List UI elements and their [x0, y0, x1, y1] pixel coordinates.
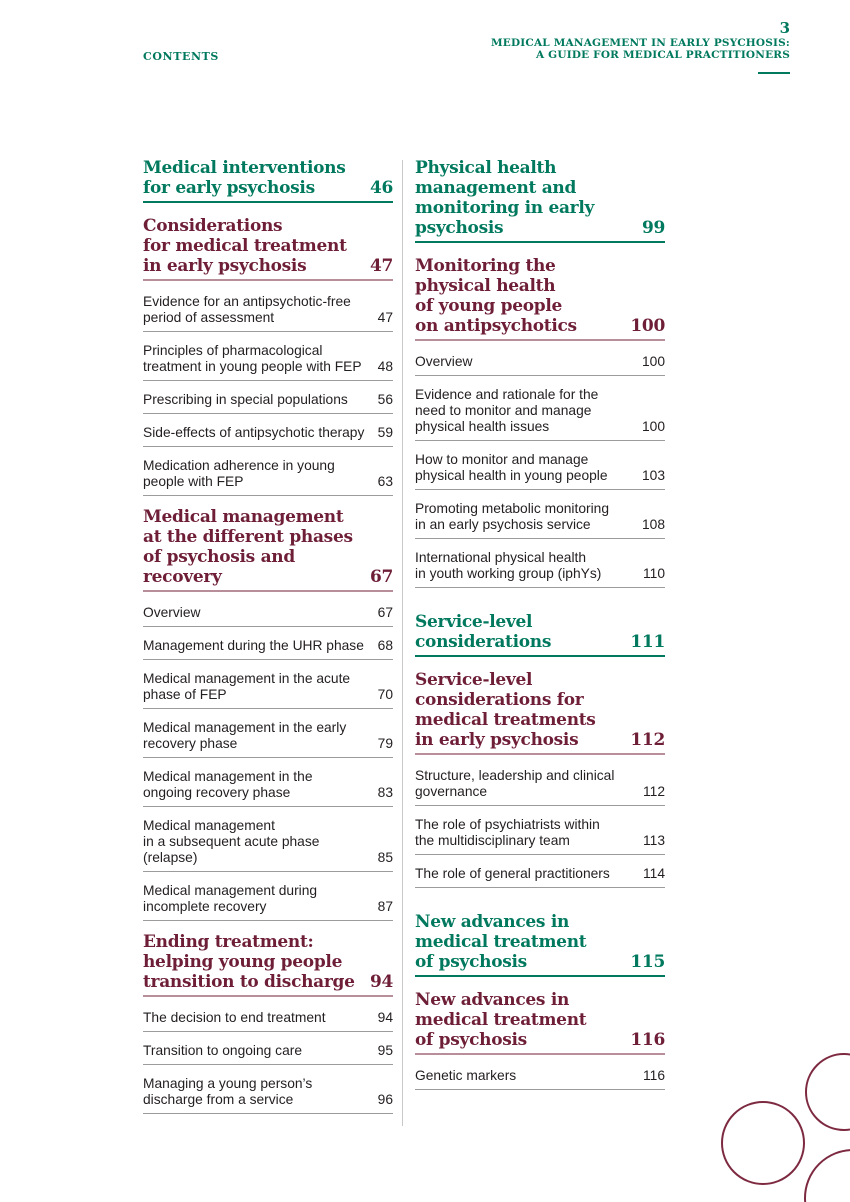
toc-item-line: [143, 952, 393, 972]
toc-item-text: physical health issues: [415, 419, 550, 434]
toc-item-text: management and: [415, 178, 577, 198]
toc-item-text: Transition to ongoing care: [143, 1043, 303, 1058]
decorative-circle: [806, 1054, 850, 1130]
toc-item-text: medical treatment: [415, 1010, 587, 1030]
toc-entry[interactable]: [143, 458, 393, 496]
toc-item-line: [415, 419, 665, 435]
toc-page-number: 112: [630, 730, 665, 750]
toc-entry[interactable]: [415, 452, 665, 490]
toc-item-text: How to monitor and manage: [415, 452, 589, 467]
toc-item-text: for early psychosis: [143, 178, 315, 198]
toc-item-line: [143, 769, 393, 785]
toc-item-text: Management during the UHR phase: [143, 638, 364, 653]
toc-item-text: The role of general practitioners: [415, 866, 610, 881]
toc-entry[interactable]: [415, 817, 665, 855]
toc-item-line: [415, 866, 665, 882]
toc-item-text: in early psychosis: [143, 256, 307, 276]
toc-item-text: Overview: [415, 354, 473, 369]
toc-item-text: the multidisciplinary team: [415, 833, 570, 848]
toc-page-number: 116: [630, 1030, 665, 1050]
toc-item-text: in early psychosis: [415, 730, 579, 750]
toc-item-text: considerations for: [415, 690, 584, 710]
toc-item-text: Medical management in the acute: [143, 671, 351, 686]
toc-item-text: Genetic markers: [415, 1068, 517, 1083]
toc-item-line: [143, 547, 393, 567]
toc-item-text: Side-effects of antipsychotic therapy: [143, 425, 365, 440]
toc-page-number: 99: [641, 218, 665, 238]
toc-item-line: [415, 218, 665, 238]
toc-page-number: 116: [643, 1068, 665, 1083]
toc-page-number: 83: [377, 785, 393, 800]
toc-item-text: monitoring in early: [415, 198, 595, 218]
toc-item-line: [415, 276, 665, 296]
toc-heading[interactable]: [415, 158, 665, 243]
toc-item-text: need to monitor and manage: [415, 403, 592, 418]
toc-item-text: Physical health: [415, 158, 557, 178]
toc-item-line: [415, 612, 665, 632]
toc-item-line: [143, 1092, 393, 1108]
toc-entry[interactable]: [143, 769, 393, 807]
toc-item-line: [143, 392, 393, 408]
toc-item-text: helping young people: [143, 952, 343, 972]
toc-item-text: recovery: [143, 567, 222, 587]
toc-item-line: [143, 883, 393, 899]
toc-item-line: [143, 834, 393, 850]
toc-item-text: recovery phase: [143, 736, 238, 751]
toc-item-line: [143, 1076, 393, 1092]
toc-item-text: in an early psychosis service: [415, 517, 591, 532]
toc-item-line: [415, 566, 665, 582]
toc-page-number: 100: [630, 316, 665, 336]
toc-item-text: International physical health: [415, 550, 587, 565]
toc-page-number: 111: [630, 632, 665, 652]
toc-item-line: [143, 972, 393, 992]
toc-page-number: 94: [377, 1010, 393, 1025]
toc-page-number: 67: [377, 605, 393, 620]
toc-item-text: Ending treatment:: [143, 932, 314, 952]
toc-page-number: 100: [641, 419, 665, 434]
toc-item-line: [415, 550, 665, 566]
toc-item-line: [415, 1068, 665, 1084]
toc-item-text: Principles of pharmacological: [143, 343, 323, 358]
toc-entry[interactable]: [143, 883, 393, 921]
toc-item-text: physical health in young people: [415, 468, 608, 483]
toc-entry[interactable]: [143, 720, 393, 758]
toc-item-text: Promoting metabolic monitoring: [415, 501, 610, 516]
toc-item-text: of psychosis and: [143, 547, 295, 567]
toc-item-text: Medical interventions: [143, 158, 346, 178]
toc-item-line: [415, 817, 665, 833]
toc-entry[interactable]: [143, 392, 393, 414]
toc-page-number: 112: [643, 784, 665, 799]
toc-page-number: 68: [377, 638, 393, 653]
toc-item-text: ongoing recovery phase: [143, 785, 291, 800]
toc-item-text: medical treatments: [415, 710, 596, 730]
toc-item-text: of psychosis: [415, 952, 527, 972]
toc-heading[interactable]: [415, 912, 665, 977]
toc-item-line: [143, 785, 393, 801]
toc-page-number: 95: [377, 1043, 393, 1058]
toc-item-text: The decision to end treatment: [143, 1010, 326, 1025]
toc-entry[interactable]: [415, 387, 665, 441]
toc-page-number: 63: [377, 474, 393, 489]
toc-item-line: [415, 468, 665, 484]
toc-entry[interactable]: [143, 1043, 393, 1065]
toc-page-number: 56: [377, 392, 393, 407]
toc-heading[interactable]: [143, 507, 393, 592]
toc-item-text: Medical management during: [143, 883, 318, 898]
toc-item-text: Medication adherence in young: [143, 458, 335, 473]
toc-item-line: [143, 818, 393, 834]
toc-item-text: psychosis: [415, 218, 504, 238]
toc-item-line: [143, 178, 393, 198]
toc-column-right: [415, 158, 665, 1101]
toc-item-line: [143, 256, 393, 276]
toc-item-text: Service-level: [415, 612, 533, 632]
toc-item-line: [143, 343, 393, 359]
toc-item-line: [143, 507, 393, 527]
toc-entry[interactable]: [415, 501, 665, 539]
toc-page-number: 100: [641, 354, 665, 369]
toc-entry[interactable]: [143, 1010, 393, 1032]
toc-item-text: Evidence and rationale for the: [415, 387, 599, 402]
toc-item-text: Considerations: [143, 216, 283, 236]
toc-item-line: [143, 850, 393, 866]
toc-item-line: [143, 605, 393, 621]
toc-item-text: Overview: [143, 605, 201, 620]
toc-item-line: [415, 354, 665, 370]
toc-item-line: [143, 720, 393, 736]
toc-heading[interactable]: [143, 932, 393, 997]
toc-heading[interactable]: [415, 256, 665, 341]
toc-item-line: [415, 198, 665, 218]
toc-item-line: [415, 178, 665, 198]
toc-item-text: Medical management: [143, 818, 275, 833]
toc-entry[interactable]: [143, 343, 393, 381]
toc-item-text: in a subsequent acute phase: [143, 834, 320, 849]
toc-entry[interactable]: [143, 605, 393, 627]
toc-item-text: medical treatment: [415, 932, 587, 952]
toc-item-line: [143, 899, 393, 915]
toc-item-line: [415, 158, 665, 178]
toc-item-text: on antipsychotics: [415, 316, 577, 336]
toc-heading[interactable]: [143, 158, 393, 203]
toc-item-line: [143, 474, 393, 490]
toc-item-line: [143, 158, 393, 178]
toc-item-line: [143, 458, 393, 474]
toc-item-text: Service-level: [415, 670, 533, 690]
toc-item-text: for medical treatment: [143, 236, 347, 256]
page-header: [491, 20, 790, 79]
toc-item-line: [143, 294, 393, 310]
toc-item-text: Medical management in the: [143, 769, 313, 784]
toc-item-text: The role of psychiatrists within: [415, 817, 600, 832]
toc-item-text: discharge from a service: [143, 1092, 294, 1107]
toc-item-text: at the different phases: [143, 527, 353, 547]
toc-heading[interactable]: [415, 670, 665, 755]
decorative-circle: [722, 1102, 804, 1184]
toc-heading[interactable]: [415, 612, 665, 657]
toc-item-text: New advances in: [415, 990, 570, 1010]
toc-item-line: [415, 710, 665, 730]
toc-item-line: [415, 296, 665, 316]
toc-item-text: Evidence for an antipsychotic-free: [143, 294, 351, 309]
toc-entry[interactable]: [415, 866, 665, 888]
toc-item-line: [415, 387, 665, 403]
toc-entry[interactable]: [415, 1068, 665, 1090]
toc-item-line: [415, 952, 665, 972]
toc-item-line: [415, 517, 665, 533]
toc-item-line: [143, 359, 393, 375]
toc-item-line: [143, 310, 393, 326]
toc-item-line: [415, 403, 665, 419]
toc-item-line: [415, 784, 665, 800]
toc-item-text: people with FEP: [143, 474, 244, 489]
doc-title-line1: MEDICAL MANAGEMENT IN EARLY PSYCHOSIS:: [490, 37, 790, 49]
toc-entry[interactable]: [415, 550, 665, 588]
toc-item-text: Prescribing in special populations: [143, 392, 348, 407]
toc-item-line: [143, 236, 393, 256]
page-number: 3: [779, 19, 790, 37]
toc-item-text: incomplete recovery: [143, 899, 267, 914]
toc-page-number: 108: [641, 517, 665, 532]
header-underline: [758, 72, 790, 74]
toc-item-line: [143, 736, 393, 752]
toc-item-line: [143, 527, 393, 547]
toc-page-number: 47: [369, 256, 393, 276]
toc-page-number: 67: [369, 567, 393, 587]
toc-item-line: [143, 1010, 393, 1026]
toc-item-line: [143, 216, 393, 236]
toc-entry[interactable]: [143, 425, 393, 447]
column-divider: [402, 160, 403, 1126]
toc-page-number: 115: [630, 952, 665, 972]
toc-item-line: [415, 670, 665, 690]
toc-item-text: Managing a young person’s: [143, 1076, 313, 1091]
toc-item-text: Medical management in the early: [143, 720, 347, 735]
toc-item-line: [143, 638, 393, 654]
toc-item-line: [415, 1030, 665, 1050]
toc-page-number: 113: [643, 833, 665, 848]
toc-page-number: 103: [641, 468, 665, 483]
toc-item-line: [143, 687, 393, 703]
toc-page-number: 79: [377, 736, 393, 751]
toc-page-number: 48: [377, 359, 393, 374]
toc-page-number: 70: [377, 687, 393, 702]
toc-entry[interactable]: [143, 294, 393, 332]
toc-item-line: [415, 990, 665, 1010]
toc-item-line: [415, 932, 665, 952]
toc-item-text: physical health: [415, 276, 556, 296]
toc-item-text: (relapse): [143, 850, 198, 865]
toc-item-line: [415, 768, 665, 784]
toc-item-line: [415, 316, 665, 336]
toc-item-line: [415, 912, 665, 932]
toc-entry[interactable]: [143, 818, 393, 872]
toc-entry[interactable]: [415, 768, 665, 806]
toc-item-text: of young people: [415, 296, 563, 316]
toc-item-line: [143, 932, 393, 952]
toc-item-line: [415, 690, 665, 710]
toc-page-number: 85: [377, 850, 393, 865]
toc-item-line: [143, 567, 393, 587]
toc-heading[interactable]: [143, 216, 393, 281]
toc-item-line: [415, 256, 665, 276]
toc-item-text: considerations: [415, 632, 552, 652]
toc-item-text: phase of FEP: [143, 687, 227, 702]
contents-label: CONTENTS: [143, 50, 219, 63]
toc-item-text: Medical management: [143, 507, 344, 527]
toc-item-text: of psychosis: [415, 1030, 527, 1050]
toc-page-number: 46: [369, 178, 393, 198]
toc-item-text: New advances in: [415, 912, 570, 932]
toc-entry[interactable]: [143, 1076, 393, 1114]
decorative-circle: [805, 1150, 850, 1202]
toc-page-number: 96: [377, 1092, 393, 1107]
toc-item-text: transition to discharge: [143, 972, 355, 992]
toc-item-line: [143, 425, 393, 441]
toc-item-text: governance: [415, 784, 488, 799]
toc-page-number: 47: [377, 310, 393, 325]
toc-item-text: Structure, leadership and clinical: [415, 768, 615, 783]
toc-entry[interactable]: [143, 671, 393, 709]
toc-item-text: treatment in young people with FEP: [143, 359, 362, 374]
toc-item-line: [415, 632, 665, 652]
toc-heading[interactable]: [415, 990, 665, 1055]
toc-item-line: [415, 501, 665, 517]
doc-title-line2: A GUIDE FOR MEDICAL PRACTITIONERS: [535, 49, 790, 61]
toc-item-line: [143, 1043, 393, 1059]
toc-page-number: 110: [643, 566, 665, 581]
toc-page-number: 94: [369, 972, 393, 992]
toc-item-line: [415, 452, 665, 468]
toc-page-number: 87: [377, 899, 393, 914]
toc-item-line: [415, 730, 665, 750]
toc-entry[interactable]: [143, 638, 393, 660]
toc-column-left: [143, 158, 393, 1125]
toc-item-line: [415, 1010, 665, 1030]
toc-item-text: period of assessment: [143, 310, 275, 325]
toc-item-line: [143, 671, 393, 687]
toc-item-text: in youth working group (iphYs): [415, 566, 602, 581]
toc-item-text: Monitoring the: [415, 256, 556, 276]
toc-entry[interactable]: [415, 354, 665, 376]
toc-page-number: 114: [643, 866, 665, 881]
toc-item-line: [415, 833, 665, 849]
toc-page-number: 59: [377, 425, 393, 440]
